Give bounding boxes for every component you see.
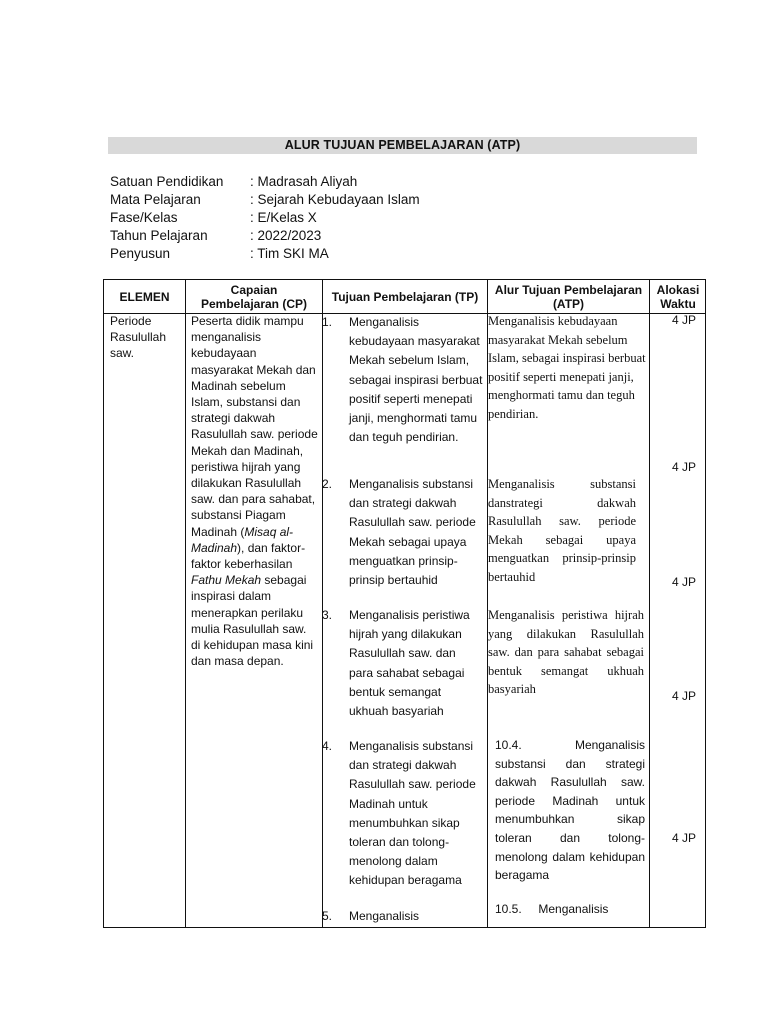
column-divider [185, 280, 186, 927]
atp-item-1: Menganalisis kebudayaan masyarakat Mekah sebelum Islam, sebagai inspirasi berbuat positif seperti menepati janji, menghormati tamu dan teguh pendirian. [488, 314, 646, 421]
info-row-penyusun [110, 245, 420, 263]
column-divider [649, 280, 650, 927]
header-tp: Tujuan Pembelajaran (TP) [331, 289, 479, 304]
waktu-cell: 4 JP [672, 575, 697, 589]
tp-text: Menganalisis peristiwa hijrah yang dilakukan Rasulullah saw. dan para sahabat sebagai bentuk semangat ukhuah basyariah [349, 608, 470, 719]
atp-item-3: Menganalisis peristiwa hijrah yang dilakukan Rasulullah saw. dan para sahabat sebagai bentuk semangat ukhuah basyariah [488, 608, 644, 697]
info-label: Satuan Pendidikan [110, 174, 224, 189]
info-label: Mata Pelajaran [110, 192, 201, 207]
info-value: : Madrasah Aliyah [250, 174, 358, 189]
tp-number: 4. [322, 739, 333, 753]
header-elemen: ELEMEN [119, 289, 170, 304]
tp-number: 5. [322, 909, 333, 923]
info-value: : E/Kelas X [250, 210, 317, 225]
atp-item-4: 10.4. Menganalisis substansi dan strategi dakwah Rasulullah saw. periode Madinah untuk menumbuhkan sikap toleran dan tolong-menolong dalam kehidupan beragama [495, 738, 645, 883]
info-row-tahun [110, 227, 420, 245]
cp-text: ), dan faktor-faktor keberhasilan [191, 540, 306, 572]
cp-text: Peserta didik mampu menganalisis kebudayaan masyarakat Mekah dan Madinah sebelum Islam, substansi dan strategi dakwah Rasulullah saw. periode Mekah dan Madinah, peristiwa hijrah yang dilakukan Rasulullah saw. dan para sahabat, substansi Piagam Madinah ( [191, 314, 318, 539]
info-label: Tahun Pelajaran [110, 228, 208, 243]
info-row-mapel [110, 191, 420, 209]
elemen-cell: Periode Rasulullah saw. [110, 314, 167, 361]
waktu-cell: 4 JP [672, 313, 697, 327]
tp-number: 1. [322, 315, 333, 329]
cp-cell [191, 313, 319, 669]
document-info [110, 173, 420, 263]
tp-text: Menganalisis substansi dan strategi dakwah Rasulullah saw. periode Madinah untuk menumbuhkan sikap toleran dan tolong-menolong dalam kehidupan beragama [349, 739, 476, 888]
info-label: Penyusun [110, 246, 171, 261]
info-value: : Tim SKI MA [250, 246, 329, 261]
header-cp: Capaian Pembelajaran (CP) [200, 282, 308, 311]
page-title: ALUR TUJUAN PEMBELAJARAN (ATP) [108, 137, 697, 154]
cp-italic-term: Fathu Mekah [191, 573, 262, 588]
header-waktu: Alokasi Waktu [656, 282, 700, 311]
column-divider [322, 280, 323, 927]
atp-item-5: 10.5. Menganalisis [495, 902, 609, 916]
info-label: Fase/Kelas [110, 210, 178, 225]
cp-italic-term: Misaq al-Madinah [191, 524, 294, 555]
info-row-satuan [110, 173, 420, 191]
cp-text: sebagai inspirasi dalam menerapkan perilaku mulia Rasulullah saw. di kehidupan masa kini dan masa depan. [191, 573, 314, 669]
waktu-cell: 4 JP [672, 460, 697, 474]
info-value: : Sejarah Kebudayaan Islam [250, 192, 420, 207]
tp-text: Menganalisis kebudayaan masyarakat Mekah sebelum Islam, sebagai inspirasi berbuat positif seperti menepati janji, menghormati tamu dan teguh pendirian. [349, 315, 483, 445]
waktu-cell: 4 JP [672, 831, 697, 845]
tp-number: 3. [322, 608, 333, 622]
atp-item-2: Menganalisis substansi danstrategi dakwah Rasulullah saw. periode Mekah sebagai upaya menguatkan prinsip-prinsip bertauhid [488, 477, 636, 584]
tp-text: Menganalisis [349, 909, 420, 923]
header-atp: Alur Tujuan Pembelajaran (ATP) [494, 282, 643, 311]
waktu-cell: 4 JP [672, 689, 697, 703]
tp-number: 2. [322, 477, 333, 491]
info-value: : 2022/2023 [250, 228, 322, 243]
info-row-fase [110, 209, 420, 227]
tp-text: Menganalisis substansi dan strategi dakwah Rasulullah saw. periode Mekah sebagai upaya menguatkan prinsip-prinsip bertauhid [349, 477, 476, 588]
